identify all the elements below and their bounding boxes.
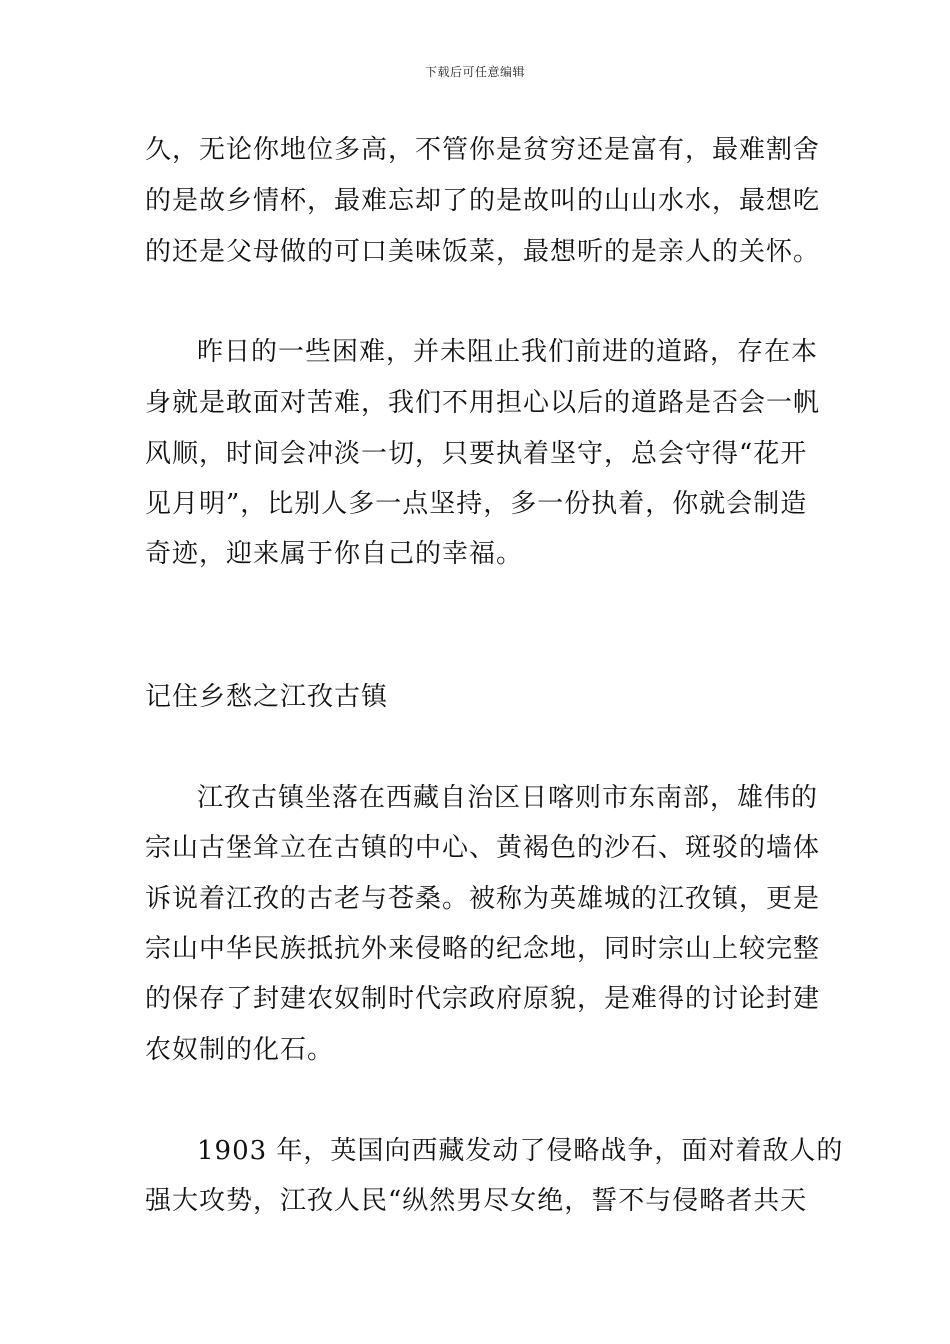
paragraph-line: 久，无论你地位多高，不管你是贫穷还是富有，最难割舍 [145,135,821,165]
paragraph-line: 诉说着江孜的古老与苍桑。被称为英雄城的江孜镇，更是 [145,884,821,914]
paragraph-line: 宗山中华民族抵抗外来侵略的纪念地，同时宗山上较完整 [145,934,821,964]
paragraph-line: 强大攻势，江孜人民“纵然男尽女绝，誓不与侵略者共天 [145,1186,808,1216]
paragraph-line: 昨日的一些困难，并未阻止我们前进的道路，存在本 [197,337,819,367]
paragraph-line: 奇迹，迎来属于你自己的幸福。 [145,539,524,569]
paragraph-line: 风顺，时间会冲淡一切，只要执着坚守，总会守得“花开 [145,439,808,469]
paragraph-line: 宗山古堡耸立在古镇的中心、黄褐色的沙石、斑驳的墙体 [145,833,821,863]
page-header: 下载后可任意编辑 [424,65,525,79]
paragraph-line: 的还是父母做的可口美味饭菜，最想听的是亲人的关怀。 [145,237,821,267]
paragraph-line: 的是故乡情杯，最难忘却了的是故叫的山山水水，最想吃 [145,186,821,216]
paragraph-line: 农奴制的化石。 [145,1035,335,1065]
section-heading: 记住乡愁之江孜古镇 [145,682,389,712]
paragraph-line: 见月明”，比别人多一点坚持，多一份执着，你就会制造 [145,489,808,519]
paragraph-line: 的保存了封建农奴制时代宗政府原貌，是难得的讨论封建 [145,984,821,1014]
paragraph-line: 身就是敢面对苦难，我们不用担心以后的道路是否会一帆 [145,388,821,418]
paragraph-line: 1903 年，英国向西藏发动了侵略战争，面对着敌人的 [197,1136,844,1166]
paragraph-line: 江孜古镇坐落在西藏自治区日喀则市东南部，雄伟的 [197,783,819,813]
